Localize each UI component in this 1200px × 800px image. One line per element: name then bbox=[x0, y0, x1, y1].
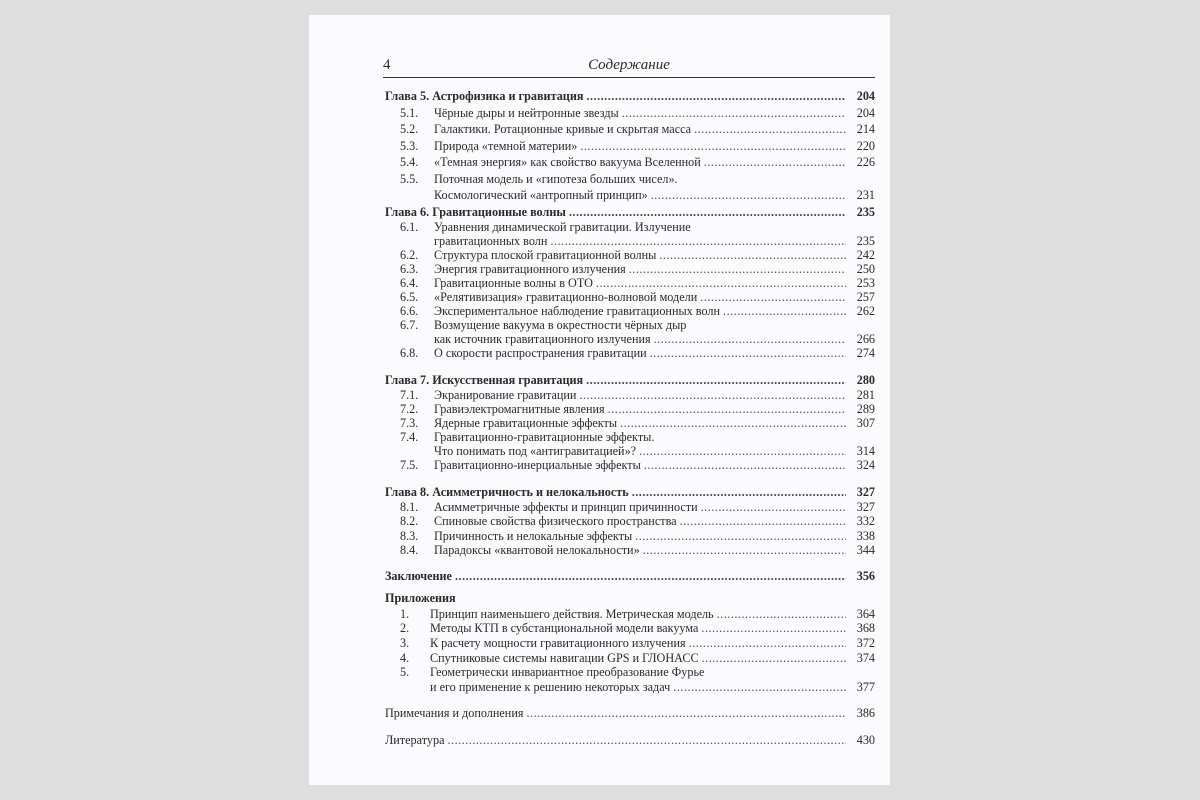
page-ref: 364 bbox=[856, 607, 875, 621]
leader-dots bbox=[694, 122, 846, 136]
toc-section-7-3[interactable] bbox=[400, 416, 875, 430]
leader-dots bbox=[629, 262, 846, 276]
toc-appendix-1[interactable] bbox=[400, 607, 875, 621]
page-ref: 377 bbox=[856, 680, 875, 694]
leader-dots bbox=[550, 234, 846, 248]
page-ref: 281 bbox=[856, 388, 875, 402]
section-title: 8.3. Причинность и нелокальные эффекты bbox=[400, 529, 633, 543]
leader-dots bbox=[689, 636, 846, 650]
section-title: как источник гравитационного излучения bbox=[434, 332, 651, 346]
page-ref: 204 bbox=[856, 106, 875, 120]
toc-appendix-3[interactable] bbox=[400, 636, 875, 650]
page-ref: 386 bbox=[856, 706, 875, 720]
section-title: 7.5. Гравитационно-инерциальные эффекты bbox=[400, 458, 641, 472]
page-ref: 372 bbox=[856, 636, 875, 650]
section-title: 8.1. Асимметричные эффекты и принцип причинности bbox=[400, 500, 698, 514]
section-title: 8.2. Спиновые свойства физического пространства bbox=[400, 514, 677, 528]
page-ref: 368 bbox=[856, 621, 875, 635]
leader-dots bbox=[526, 706, 846, 720]
toc-section-6-1-line-1[interactable]: 6.1. Уравнения динамической гравитации. Излучение bbox=[400, 220, 691, 234]
leader-dots bbox=[586, 373, 846, 387]
section-title: 8.4. Парадоксы «квантовой нелокальности» bbox=[400, 543, 640, 557]
toc-section-5-2[interactable] bbox=[400, 122, 875, 136]
toc-section-8-4[interactable] bbox=[400, 543, 875, 557]
section-title: 5.1. Чёрные дыры и нейтронные звезды bbox=[400, 106, 619, 120]
section-title: 7.3. Ядерные гравитационные эффекты bbox=[400, 416, 618, 430]
running-header bbox=[383, 55, 875, 78]
toc-section-6-4[interactable] bbox=[400, 276, 875, 290]
leader-dots bbox=[702, 651, 846, 665]
toc-appendix-5[interactable] bbox=[430, 680, 875, 694]
page-ref: 204 bbox=[856, 89, 875, 103]
page-ref: 220 bbox=[856, 139, 875, 153]
page-ref: 356 bbox=[856, 569, 875, 583]
toc-chapter-7[interactable] bbox=[385, 373, 875, 387]
toc-section-7-4-line-1[interactable]: 7.4. Гравитационно-гравитационные эффекты. bbox=[400, 430, 655, 444]
toc-section-8-2[interactable] bbox=[400, 514, 875, 528]
page-ref: 262 bbox=[856, 304, 875, 318]
running-title: Содержание bbox=[588, 57, 670, 73]
page-ref: 289 bbox=[856, 402, 875, 416]
section-title: Что понимать под «антигравитацией»? bbox=[434, 444, 637, 458]
leader-dots bbox=[650, 346, 846, 360]
leader-dots bbox=[643, 543, 846, 557]
leader-dots bbox=[700, 290, 846, 304]
toc-section-5-4[interactable] bbox=[400, 155, 875, 169]
section-title: 6.8. О скорости распространения гравитации bbox=[400, 346, 647, 360]
section-title: 6.2. Структура плоской гравитационной волны bbox=[400, 248, 657, 262]
section-title: 6.6. Экспериментальное наблюдение гравитационных волн bbox=[400, 304, 721, 318]
toc-notes[interactable] bbox=[385, 706, 875, 720]
section-title: Космологический «антропный принцип» bbox=[434, 188, 648, 202]
toc-section-8-1[interactable] bbox=[400, 500, 875, 514]
appendix-title: и его применение к решению некоторых задач bbox=[430, 680, 671, 694]
section-title: 5.2. Галактики. Ротационные кривые и скрытая масса bbox=[400, 122, 692, 136]
literature-title: Литература bbox=[385, 733, 445, 747]
section-title: 6.4. Гравитационные волны в ОТО bbox=[400, 276, 593, 290]
chapter-title: Глава 8. Асимметричность и нелокальность bbox=[385, 485, 629, 499]
page-ref: 266 bbox=[856, 332, 875, 346]
page-ref: 314 bbox=[856, 444, 875, 458]
toc-section-7-4[interactable] bbox=[434, 444, 875, 458]
page-ref: 231 bbox=[856, 188, 875, 202]
leader-dots bbox=[569, 205, 846, 219]
page-ref: 332 bbox=[856, 514, 875, 528]
appendix-title: 1. Принцип наименьшего действия. Метрическая модель bbox=[400, 607, 714, 621]
chapter-title: Глава 7. Искусственная гравитация bbox=[385, 373, 584, 387]
toc-section-6-5[interactable] bbox=[400, 290, 875, 304]
page-ref: 374 bbox=[856, 651, 875, 665]
leader-dots bbox=[680, 514, 846, 528]
leader-dots bbox=[717, 607, 846, 621]
section-title: 7.1. Экранирование гравитации bbox=[400, 388, 577, 402]
toc-section-7-5[interactable] bbox=[400, 458, 875, 472]
toc-chapter-8[interactable] bbox=[385, 485, 875, 499]
page-ref: 307 bbox=[856, 416, 875, 430]
page-ref: 214 bbox=[856, 122, 875, 136]
leader-dots bbox=[659, 248, 846, 262]
leader-dots bbox=[622, 106, 846, 120]
leader-dots bbox=[580, 139, 846, 153]
page-ref: 253 bbox=[856, 276, 875, 290]
toc-appendix-5-line-1[interactable]: 5. Геометрически инвариантное преобразование Фурье bbox=[400, 665, 705, 679]
page-ref: 327 bbox=[856, 485, 875, 499]
page-ref: 235 bbox=[856, 205, 875, 219]
leader-dots bbox=[586, 89, 846, 103]
toc-section-6-3[interactable] bbox=[400, 262, 875, 276]
page-ref: 327 bbox=[856, 500, 875, 514]
leader-dots bbox=[701, 621, 846, 635]
page-ref: 242 bbox=[856, 248, 875, 262]
leader-dots bbox=[704, 155, 846, 169]
appendix-title: 3. К расчету мощности гравитационного излучения bbox=[400, 636, 686, 650]
section-title: гравитационных волн bbox=[434, 234, 548, 248]
appendix-title: 2. Методы КТП в субстанциональной модели вакуума bbox=[400, 621, 699, 635]
toc-chapter-6[interactable] bbox=[385, 205, 875, 219]
chapter-title: Глава 5. Астрофизика и гравитация bbox=[385, 89, 584, 103]
conclusion-title: Заключение bbox=[385, 569, 452, 583]
leader-dots bbox=[620, 416, 846, 430]
leader-dots bbox=[701, 500, 846, 514]
toc-section-6-7-line-1[interactable]: 6.7. Возмущение вакуума в окрестности чёрных дыр bbox=[400, 318, 687, 332]
page-ref: 274 bbox=[856, 346, 875, 360]
toc-appendix-4[interactable] bbox=[400, 651, 875, 665]
page-ref: 250 bbox=[856, 262, 875, 276]
leader-dots bbox=[639, 444, 846, 458]
page-ref: 324 bbox=[856, 458, 875, 472]
leader-dots bbox=[608, 402, 846, 416]
toc-section-5-5[interactable] bbox=[434, 188, 875, 202]
toc-section-6-1[interactable] bbox=[434, 234, 875, 248]
toc-appendix-2[interactable] bbox=[400, 621, 875, 635]
section-title: 5.3. Природа «темной материи» bbox=[400, 139, 578, 153]
leader-dots bbox=[723, 304, 846, 318]
section-title: 5.4. «Темная энергия» как свойство вакуума Вселенной bbox=[400, 155, 701, 169]
chapter-title: Глава 6. Гравитационные волны bbox=[385, 205, 566, 219]
leader-dots bbox=[673, 680, 846, 694]
leader-dots bbox=[654, 332, 846, 346]
toc-section-6-7[interactable] bbox=[434, 332, 875, 346]
toc-section-5-1[interactable] bbox=[400, 106, 875, 120]
appendices-heading: Приложения bbox=[385, 591, 456, 605]
leader-dots bbox=[455, 569, 846, 583]
page-ref: 344 bbox=[856, 543, 875, 557]
toc-section-6-8[interactable] bbox=[400, 346, 875, 360]
page-ref: 235 bbox=[856, 234, 875, 248]
appendix-title: 4. Спутниковые системы навигации GPS и ГЛОНАСС bbox=[400, 651, 699, 665]
page-ref: 280 bbox=[856, 373, 875, 387]
toc-section-5-5-line-1[interactable]: 5.5. Поточная модель и «гипотеза больших чисел». bbox=[400, 172, 678, 186]
toc-conclusion[interactable] bbox=[385, 569, 875, 583]
section-title: 7.2. Гравиэлектромагнитные явления bbox=[400, 402, 605, 416]
leader-dots bbox=[651, 188, 846, 202]
leader-dots bbox=[596, 276, 846, 290]
page-ref: 338 bbox=[856, 529, 875, 543]
leader-dots bbox=[632, 485, 846, 499]
leader-dots bbox=[635, 529, 846, 543]
leader-dots bbox=[579, 388, 846, 402]
notes-title: Примечания и дополнения bbox=[385, 706, 524, 720]
page-ref: 226 bbox=[856, 155, 875, 169]
toc-section-6-2[interactable] bbox=[400, 248, 875, 262]
section-title: 6.5. «Релятивизация» гравитационно-волновой модели bbox=[400, 290, 698, 304]
leader-dots bbox=[644, 458, 846, 472]
toc-section-8-3[interactable] bbox=[400, 529, 875, 543]
toc-literature[interactable] bbox=[385, 733, 875, 747]
toc-section-5-3[interactable] bbox=[400, 139, 875, 153]
toc-section-7-2[interactable] bbox=[400, 402, 875, 416]
toc-chapter-5[interactable] bbox=[385, 89, 875, 103]
toc-section-6-6[interactable] bbox=[400, 304, 875, 318]
page-ref: 430 bbox=[856, 733, 875, 747]
page-number: 4 bbox=[383, 57, 391, 73]
section-title: 6.3. Энергия гравитационного излучения bbox=[400, 262, 626, 276]
leader-dots bbox=[447, 733, 846, 747]
toc-section-7-1[interactable] bbox=[400, 388, 875, 402]
page-ref: 257 bbox=[856, 290, 875, 304]
